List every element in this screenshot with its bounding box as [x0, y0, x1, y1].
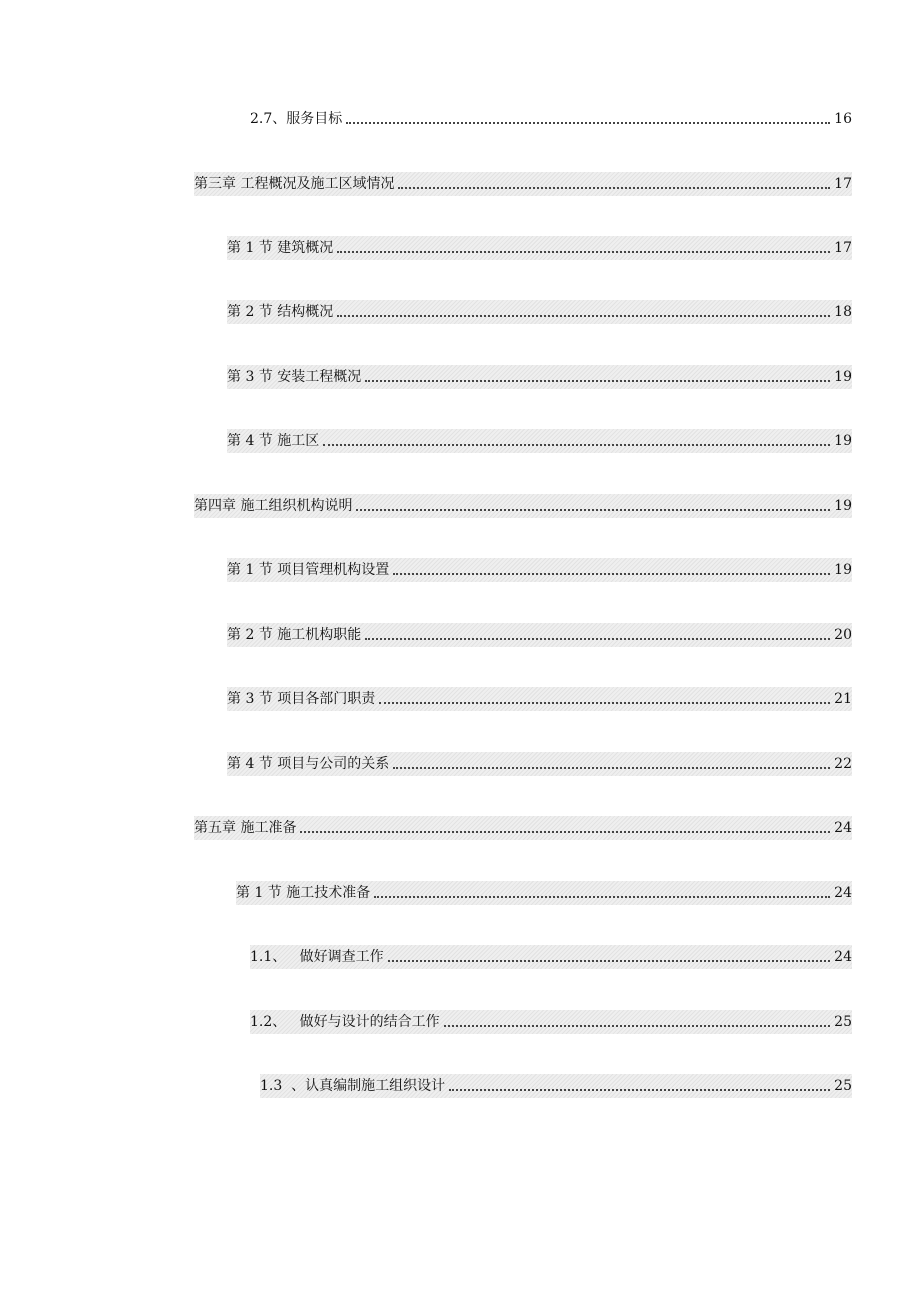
toc-leader-dots	[337, 250, 830, 253]
toc-entry-chapter-5[interactable]	[194, 816, 852, 840]
toc-entry-chapter-3[interactable]	[194, 172, 852, 196]
toc-entry-ch3-sec4[interactable]	[227, 429, 852, 453]
toc-entry-page: 22	[834, 756, 852, 772]
toc-entry-page: 17	[834, 240, 852, 256]
toc-entry-page: 19	[834, 433, 852, 449]
toc-entry-page: 21	[834, 691, 852, 707]
toc-entry-ch4-sec4[interactable]	[227, 752, 852, 776]
toc-entry-title: 第 3 节 项目各部门职责	[227, 691, 376, 707]
toc-entry-ch4-sec3[interactable]	[227, 687, 852, 711]
toc-entry-ch4-sec1[interactable]	[227, 558, 852, 582]
toc-entry-title: 第 2 节 结构概况	[227, 304, 334, 320]
toc-entry-ch5-1-2[interactable]	[250, 1010, 852, 1034]
toc-entry-page: 19	[834, 498, 852, 514]
toc-leader-dots	[300, 830, 830, 833]
toc-entry-title: 2.7、服务目标	[250, 111, 343, 127]
toc-leader-dots	[346, 121, 830, 124]
toc-entry-page: 19	[834, 562, 852, 578]
toc-entry-title: 1.1、 做好调查工作	[250, 949, 384, 965]
toc-entry-title: 第四章 施工组织机构说明	[194, 498, 353, 514]
toc-leader-dots	[393, 572, 830, 575]
toc-entry-title: 第 3 节 安装工程概况	[227, 369, 362, 385]
toc-entry-ch3-sec3[interactable]	[227, 365, 852, 389]
toc-entry-ch3-sec1[interactable]	[227, 236, 852, 260]
toc-entry-page: 19	[834, 369, 852, 385]
toc-leader-dots	[398, 186, 830, 189]
toc-entry-title: 第 1 节 建筑概况	[227, 240, 334, 256]
toc-entry-chapter-4[interactable]	[194, 494, 852, 518]
toc-leader-dots	[365, 637, 830, 640]
toc-entry-ch5-1-3[interactable]	[260, 1074, 852, 1098]
toc-entry-title: 1.3 、认真编制施工组织设计	[260, 1078, 446, 1094]
toc-entry-page: 16	[834, 111, 852, 127]
toc-entry-ch4-sec2[interactable]	[227, 623, 852, 647]
toc-entry-title: 第 4 节 施工区	[227, 433, 320, 449]
toc-entry-page: 20	[834, 627, 852, 643]
toc-entry-ch3-sec2[interactable]	[227, 300, 852, 324]
toc-entry-page: 24	[834, 885, 852, 901]
toc-entry-title: 第 1 节 项目管理机构设置	[227, 562, 390, 578]
toc-leader-dots	[388, 959, 831, 962]
toc-entry-service-goals[interactable]	[250, 107, 852, 131]
toc-entry-title: 第 2 节 施工机构职能	[227, 627, 362, 643]
toc-entry-title: 第三章 工程概况及施工区域情况	[194, 176, 395, 192]
toc-entry-title: 第 4 节 项目与公司的关系	[227, 756, 390, 772]
toc-entry-title: 第五章 施工准备	[194, 820, 297, 836]
toc-entry-title: 第 1 节 施工技术准备	[236, 885, 371, 901]
toc-leader-dots	[379, 701, 830, 704]
toc-leader-dots	[323, 443, 830, 446]
toc-leader-dots	[365, 379, 830, 382]
toc-entry-page: 25	[834, 1078, 852, 1094]
toc-entry-ch5-sec1[interactable]	[236, 881, 852, 905]
toc-leader-dots	[356, 508, 830, 511]
toc-leader-dots	[393, 766, 830, 769]
toc-entry-page: 18	[834, 304, 852, 320]
toc-leader-dots	[337, 314, 830, 317]
toc-entry-title: 1.2、 做好与设计的结合工作	[250, 1014, 440, 1030]
toc-entry-page: 25	[834, 1014, 852, 1030]
toc-entry-page: 17	[834, 176, 852, 192]
toc-entry-page: 24	[834, 820, 852, 836]
toc-leader-dots	[449, 1088, 830, 1091]
toc-leader-dots	[374, 895, 830, 898]
toc-entry-page: 24	[834, 949, 852, 965]
toc-entry-ch5-1-1[interactable]	[250, 945, 852, 969]
toc-leader-dots	[444, 1024, 831, 1027]
